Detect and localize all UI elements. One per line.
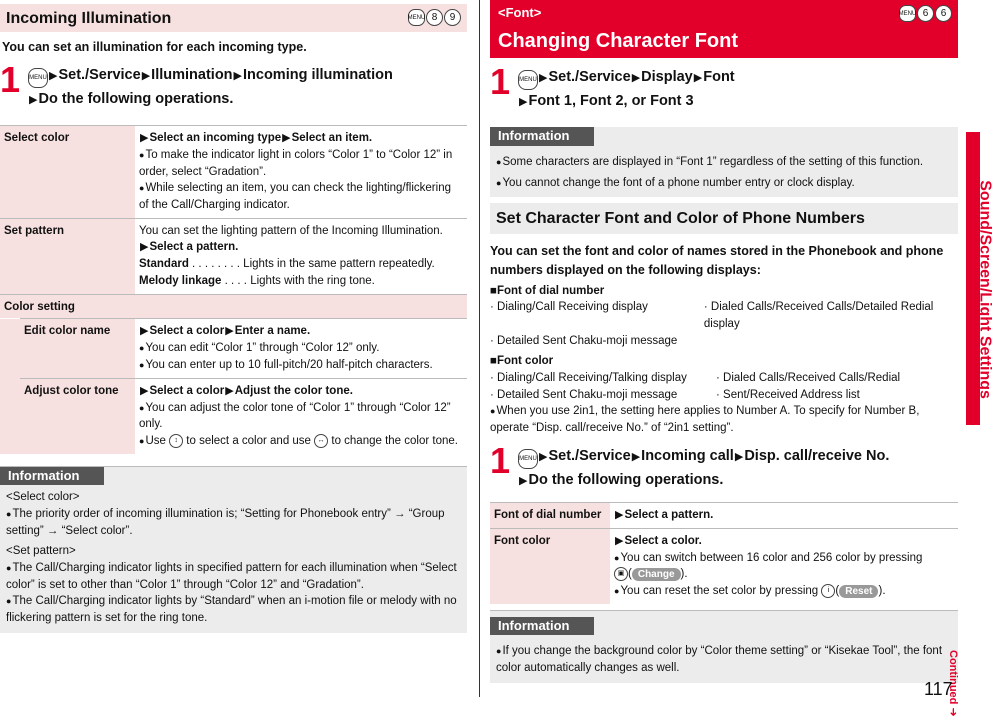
section-header-incoming-illumination bbox=[0, 4, 467, 32]
key-8: 8 bbox=[426, 9, 443, 26]
arrow-icon: ▶ bbox=[29, 94, 38, 107]
change-softkey: Change bbox=[632, 568, 681, 581]
column-divider bbox=[479, 0, 480, 697]
row-content: ▶Select an incoming type▶Select an item. ● To make the indicator light in colors “Color 1” to “Color 12” in order, select “Gradation”. ● While selecting an item, you can check the lighting/flickering of the Call/Charging indicator. bbox=[135, 126, 467, 219]
info-text: ● You cannot change the font of a phone number entry or clock display. bbox=[496, 175, 952, 192]
step-1 bbox=[0, 59, 467, 111]
table-row bbox=[0, 294, 467, 318]
arrow-icon: ▶ bbox=[519, 96, 528, 108]
info-text: ● If you change the background color by “Color theme setting” or “Kisekae Tool”, the font color automatically changes as well. bbox=[496, 643, 952, 676]
menu-key-icon: MENU bbox=[518, 70, 538, 90]
operations-table bbox=[0, 125, 467, 453]
list-item: · Detailed Sent Chaku-moji message bbox=[490, 388, 678, 401]
arrow-right-icon: ➜ bbox=[947, 707, 959, 717]
arrow-icon: ▶ bbox=[615, 508, 624, 521]
bullet-text: ● While selecting an item, you can check the lighting/flickering of the Call/Charging indicator. bbox=[139, 180, 463, 213]
arrow-icon: ▶ bbox=[631, 450, 641, 463]
info-tag: Information bbox=[0, 467, 104, 486]
key-9: 9 bbox=[444, 9, 461, 26]
row-label: Color setting bbox=[0, 294, 467, 318]
bullet-text: ● You can reset the set color by pressing i ( Reset ). bbox=[614, 583, 954, 600]
list-item: · Dialing/Call Receiving display bbox=[490, 301, 648, 314]
step-1-font bbox=[490, 61, 958, 113]
list-item: · Sent/Received Address list bbox=[716, 388, 860, 401]
option-label: Standard bbox=[139, 258, 189, 271]
reset-softkey: Reset bbox=[839, 585, 878, 598]
info-tag: Information bbox=[490, 617, 594, 636]
row-label: Adjust color tone bbox=[20, 378, 135, 453]
row-text: You can set the lighting pattern of the Incoming Illumination. bbox=[139, 224, 443, 237]
info-box-font-color bbox=[490, 610, 958, 683]
dpad-vertical-icon: ↕ bbox=[169, 434, 183, 448]
info-text: ● The priority order of incoming illumination is; “Setting for Phonebook entry” → “Group setting” → “Select color”. bbox=[6, 506, 461, 539]
arrow-icon: ▶ bbox=[225, 384, 234, 397]
arrow-icon: ▶ bbox=[615, 534, 624, 547]
menu-shortcut bbox=[899, 5, 952, 22]
row-label: Edit color name bbox=[20, 319, 135, 378]
arrow-icon: ▶ bbox=[693, 72, 703, 84]
info-text: ● The Call/Charging indicator lights by “Standard” when an i-motion file or melody with no flickering pattern is set for the ring tone. bbox=[6, 593, 461, 626]
arrow-icon: ▶ bbox=[140, 132, 149, 145]
arrow-icon: ▶ bbox=[140, 384, 149, 397]
info-tag: Information bbox=[490, 127, 594, 146]
description-text: You can set the font and color of names stored in the Phonebook and phone numbers displayed on the following displays: bbox=[490, 244, 944, 277]
row-label: Font of dial number bbox=[490, 502, 610, 528]
info-box-left bbox=[0, 466, 467, 633]
step-path: MENU ▶Set./Service▶Display▶Font ▶Font 1, Font 2, or Font 3 bbox=[519, 69, 735, 109]
list-heading: ■Font of dial number bbox=[490, 284, 605, 297]
table-row bbox=[0, 318, 467, 453]
bullet-text: ● To make the indicator light in colors “Color 1” to “Color 12” in order, select “Gradation”. bbox=[139, 147, 463, 180]
dpad-horizontal-icon: ↔ bbox=[314, 434, 328, 448]
step-number: 1 bbox=[490, 61, 511, 102]
arrow-icon: ▶ bbox=[140, 325, 149, 338]
color-setting-subtable bbox=[0, 318, 467, 453]
subsection-heading: Set Character Font and Color of Phone Numbers bbox=[490, 203, 958, 234]
row-label: Set pattern bbox=[0, 218, 135, 294]
info-text: ● The Call/Charging indicator lights in specified pattern for each illumination when “Select color” is set to other than “Color 1” through “Color 12” and “Gradation”. bbox=[6, 560, 461, 593]
continued-label: Continued ➜ bbox=[947, 650, 959, 717]
menu-shortcut bbox=[408, 9, 461, 26]
arrow-icon: ▶ bbox=[282, 132, 291, 145]
page-number: 117 bbox=[924, 679, 953, 699]
step-path: MENU ▶Set./Service▶Incoming call▶Disp. call/receive No. ▶Do the following operations. bbox=[519, 447, 890, 488]
note-2in1: ● When you use 2in1, the setting here applies to Number A. To specify for Number B, operate “Disp. call/receive No.” of “2in1 setting”. bbox=[490, 403, 958, 436]
menu-key-icon: MENU bbox=[408, 9, 425, 26]
left-column bbox=[0, 0, 467, 633]
key-6: 6 bbox=[917, 5, 934, 22]
bullet-text: ● Use ↕ to select a color and use ↔ to change the color tone. bbox=[139, 433, 463, 450]
i-appli-key-icon: i bbox=[821, 584, 835, 598]
menu-key-icon: MENU bbox=[28, 68, 48, 88]
arrow-icon: ▶ bbox=[141, 70, 151, 83]
section-header-font bbox=[490, 0, 958, 58]
menu-key-icon: MENU bbox=[518, 449, 538, 469]
list-row bbox=[490, 299, 958, 332]
arrow-icon: ▶ bbox=[539, 450, 548, 463]
info-box-font bbox=[490, 127, 958, 197]
list-item: · Dialed Calls/Received Calls/Redial bbox=[716, 371, 901, 384]
operations-table-font bbox=[490, 502, 958, 604]
arrow-icon: ▶ bbox=[539, 72, 548, 84]
sidebar-title: Sound/Screen/Light Settings bbox=[976, 180, 994, 399]
arrow-icon: ▶ bbox=[233, 70, 242, 83]
bullet-text: ● You can adjust the color tone of “Color 1” through “Color 12” only. bbox=[139, 400, 463, 433]
option-label: Melody linkage bbox=[139, 275, 222, 288]
row-content: ▶Select a pattern. bbox=[610, 502, 958, 528]
option-desc: Lights in the same pattern repeatedly. bbox=[243, 258, 435, 271]
row-label: Font color bbox=[490, 528, 610, 603]
arrow-icon: ▶ bbox=[519, 474, 528, 487]
row-content: ▶Select a color▶Adjust the color tone. ● You can adjust the color tone of “Color 1” through “Color 12” only. ● Use ↕ to select a color and use ↔ to change the color tone. bbox=[135, 378, 467, 453]
list-row bbox=[490, 387, 958, 404]
arrow-icon: ▶ bbox=[225, 325, 234, 338]
step-number: 1 bbox=[490, 439, 511, 481]
arrow-icon: ▶ bbox=[734, 450, 744, 463]
section-kicker: <Font> bbox=[498, 5, 542, 20]
bullet-text: ● You can switch between 16 color and 256 color by pressing ▣ ( Change ). bbox=[614, 550, 954, 583]
bullet-text: ● You can edit “Color 1” through “Color 12” only. bbox=[139, 340, 463, 357]
right-column bbox=[490, 0, 958, 683]
key-6: 6 bbox=[935, 5, 952, 22]
info-heading: <Set pattern> bbox=[6, 545, 76, 558]
option-desc: Lights with the ring tone. bbox=[250, 275, 375, 288]
info-heading: <Select color> bbox=[6, 491, 80, 504]
bullet-text: ● You can enter up to 10 full-pitch/20 half-pitch characters. bbox=[139, 357, 463, 374]
list-item: · Dialing/Call Receiving/Talking display bbox=[490, 371, 687, 384]
camera-key-icon: ▣ bbox=[614, 567, 628, 581]
arrow-icon: ▶ bbox=[631, 72, 641, 84]
menu-key-icon: MENU bbox=[899, 5, 916, 22]
intro-text: You can set an illumination for each incoming type. bbox=[2, 40, 307, 54]
row-content: You can set the lighting pattern of the Incoming Illumination. ▶Select a pattern. Standard . . . . . . . . Lights in the same pattern repeatedly. Melody linkage . . . . Lights with the ring tone. bbox=[135, 218, 467, 294]
row-content: ▶Select a color▶Enter a name. ● You can edit “Color 1” through “Color 12” only. ● You can enter up to 10 full-pitch/20 half-pitch characters. bbox=[135, 319, 467, 378]
row-content: ▶Select a color. ● You can switch between 16 color and 256 color by pressing ▣ ( Change ). ● You can reset the set color by pressing i ( Reset ). bbox=[610, 528, 958, 603]
row-label: Select color bbox=[0, 126, 135, 219]
list-item: · Detailed Sent Chaku-moji message bbox=[490, 334, 678, 347]
section-title: Changing Character Font bbox=[498, 29, 739, 52]
list-item: · Dialed Calls/Received Calls/Detailed Redial display bbox=[703, 301, 934, 330]
step-path: MENU ▶Set./Service▶Illumination▶Incoming illumination ▶Do the following operations. bbox=[29, 67, 393, 108]
info-text: ● Some characters are displayed in “Font 1” regardless of the setting of this function. bbox=[496, 154, 952, 171]
step-1-incoming bbox=[490, 439, 958, 492]
table-row bbox=[0, 126, 467, 219]
table-row bbox=[490, 502, 958, 528]
arrow-icon: ▶ bbox=[140, 241, 149, 254]
step-number: 1 bbox=[0, 59, 21, 101]
table-row bbox=[0, 218, 467, 294]
list-heading: ■Font color bbox=[490, 355, 554, 368]
arrow-icon: ▶ bbox=[49, 70, 58, 83]
section-title: Incoming Illumination bbox=[6, 10, 172, 27]
list-row bbox=[490, 370, 958, 387]
table-row bbox=[490, 528, 958, 603]
